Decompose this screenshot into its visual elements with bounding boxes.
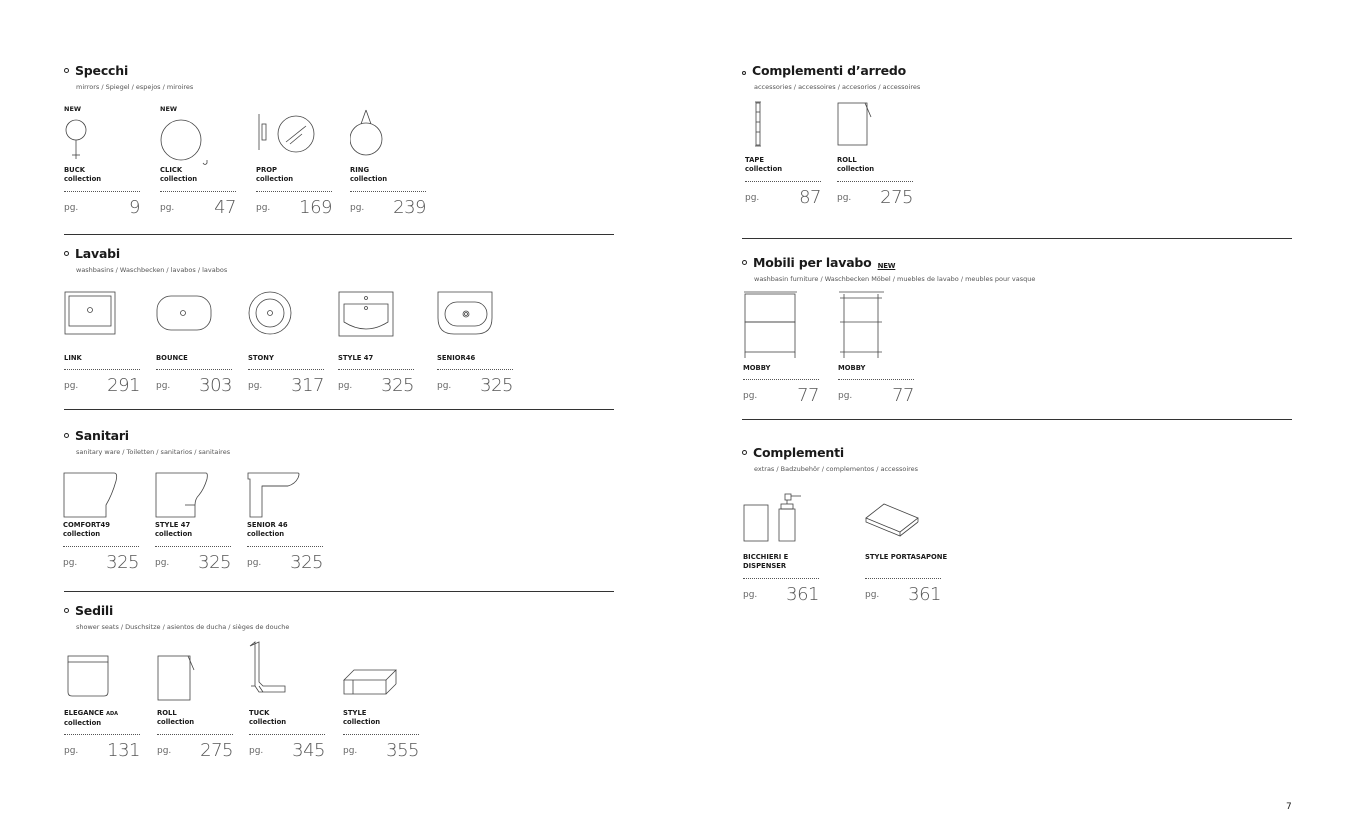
item-name	[343, 709, 435, 727]
page-number: 325	[381, 375, 414, 396]
dotted-divider	[865, 578, 941, 579]
dotted-divider	[745, 181, 821, 182]
catalog-item-link[interactable]	[64, 290, 144, 410]
section-subtitle: washbasins / Waschbecken / lavabos / lavabos	[76, 266, 228, 274]
section-title	[64, 246, 120, 261]
dotted-divider	[437, 369, 513, 370]
dotted-divider	[155, 546, 231, 547]
page-number: 303	[199, 375, 232, 396]
style-seat-icon	[343, 652, 423, 704]
item-name-text: TUCK	[249, 709, 270, 717]
section-title-text: Sanitari	[75, 428, 129, 443]
dotted-divider	[350, 191, 426, 192]
page-number: 361	[908, 584, 941, 605]
page-label: pg.	[63, 558, 78, 568]
new-badge: NEW	[64, 105, 82, 113]
senior46-toilet-icon	[247, 472, 327, 520]
catalog-item-buck[interactable]	[64, 105, 144, 225]
new-badge: NEW	[877, 262, 896, 270]
bullet-icon	[64, 251, 69, 256]
dotted-divider	[64, 369, 140, 370]
item-name	[338, 354, 430, 363]
page-label: pg.	[248, 381, 263, 391]
page-number: 9	[129, 197, 140, 218]
page-label: pg.	[256, 203, 271, 213]
item-name-text: STYLE	[343, 709, 367, 717]
item-name-text: MOBBY	[838, 364, 866, 372]
page-label: pg.	[64, 203, 79, 213]
page-number: 131	[107, 740, 140, 761]
item-name	[160, 166, 252, 184]
page-number: 239	[393, 197, 426, 218]
section-title-text: Lavabi	[75, 246, 121, 261]
item-collection: collection	[247, 530, 285, 538]
item-name-text: RING	[350, 166, 370, 174]
page-label: pg.	[64, 746, 79, 756]
style47-toilet-icon	[155, 472, 235, 520]
item-name	[64, 166, 156, 184]
section-subtitle: washbasin furniture / Waschbecken Möbel / muebles de lavabo / meubles pour vasque	[754, 275, 1036, 283]
roll-seat-icon	[157, 652, 237, 704]
item-name	[743, 553, 835, 571]
item-name-text: STYLE 47	[338, 354, 374, 362]
dotted-divider	[249, 734, 325, 735]
item-name-text: ROLL	[157, 709, 177, 717]
item-name-text: SENIOR 46	[247, 521, 288, 529]
catalog-item-bicchieri-dispenser[interactable]	[743, 490, 823, 610]
page-number: 169	[299, 197, 332, 218]
item-collection: collection	[64, 175, 102, 183]
page-label: pg.	[838, 391, 853, 401]
dotted-divider	[248, 369, 324, 370]
item-collection: collection	[157, 718, 195, 726]
dotted-divider	[160, 191, 236, 192]
item-name-text: CLICK	[160, 166, 183, 174]
style47-washbasin-icon	[338, 290, 418, 338]
page-label: pg.	[160, 203, 175, 213]
section-subtitle: accessories / accessoires / accesorios / accessoires	[754, 83, 921, 91]
click-mirror-icon	[160, 117, 240, 167]
section-divider	[742, 238, 1292, 239]
section-divider	[742, 419, 1292, 420]
dotted-divider	[64, 734, 140, 735]
page-label: pg.	[155, 558, 170, 568]
catalog-item-tape[interactable]	[745, 100, 825, 220]
dotted-divider	[743, 578, 819, 579]
dotted-divider	[156, 369, 232, 370]
page-label: pg.	[249, 746, 264, 756]
dotted-divider	[838, 379, 914, 380]
catalog-item-click[interactable]	[160, 105, 240, 225]
item-name	[350, 166, 442, 184]
item-name	[743, 364, 835, 373]
soap-dish-icon	[865, 490, 945, 546]
page-label: pg.	[157, 746, 172, 756]
page-label: pg.	[837, 193, 852, 203]
catalog-item-style47-toilet[interactable]	[155, 472, 235, 592]
item-name	[437, 354, 529, 363]
section-title	[742, 63, 906, 78]
dotted-divider	[338, 369, 414, 370]
section-subtitle: extras / Badzubehör / complementos / accessoires	[754, 465, 919, 473]
item-name	[157, 709, 249, 727]
item-name-text: BUCK	[64, 166, 85, 174]
item-name	[247, 521, 339, 539]
page-label: pg.	[247, 558, 262, 568]
tuck-seat-icon	[249, 640, 329, 700]
bullet-icon	[64, 68, 69, 73]
page-label: pg.	[343, 746, 358, 756]
item-collection: collection	[350, 175, 388, 183]
catalog-item-comfort49[interactable]	[63, 472, 143, 592]
link-washbasin-icon	[64, 290, 144, 338]
comfort49-toilet-icon	[63, 472, 143, 520]
dotted-divider	[343, 734, 419, 735]
section-title	[64, 603, 113, 618]
catalog-item-senior46-toilet[interactable]	[247, 472, 327, 592]
item-name-text: ROLL	[837, 156, 857, 164]
catalog-item-ring[interactable]	[350, 105, 430, 225]
item-collection: collection	[256, 175, 294, 183]
item-name	[156, 354, 248, 363]
item-name	[838, 364, 930, 373]
section-subtitle: shower seats / Duschsitze / asientos de ducha / sièges de douche	[76, 623, 290, 631]
section-title-text: Complementi	[753, 445, 844, 460]
bullet-icon	[742, 450, 747, 455]
dotted-divider	[63, 546, 139, 547]
prop-mirror-icon	[256, 110, 336, 162]
page-number: 87	[799, 187, 821, 208]
page-label: pg.	[338, 381, 353, 391]
page-label: pg.	[156, 381, 171, 391]
catalog-item-style47-washbasin[interactable]	[338, 290, 418, 410]
catalog-item-prop[interactable]	[256, 105, 336, 225]
section-title-text: Sedili	[75, 603, 114, 618]
item-name	[256, 166, 348, 184]
mobby-shelf-icon	[838, 290, 918, 362]
item-name	[64, 709, 156, 728]
page-label: pg.	[865, 590, 880, 600]
item-collection: collection	[155, 530, 193, 538]
ring-mirror-icon	[350, 108, 430, 158]
item-name-text: STYLE PORTASAPONE	[865, 553, 948, 561]
catalog-item-roll-accessory[interactable]	[837, 100, 917, 220]
page-number: 47	[214, 197, 236, 218]
bullet-icon	[64, 608, 69, 613]
bullet-icon	[742, 71, 746, 75]
bullet-icon	[742, 260, 747, 265]
page-label: pg.	[745, 193, 760, 203]
bullet-icon	[64, 433, 69, 438]
page-number: 345	[292, 740, 325, 761]
catalog-item-elegance[interactable]	[64, 652, 144, 772]
item-name	[64, 354, 156, 363]
dotted-divider	[743, 379, 819, 380]
item-collection: collection	[343, 718, 381, 726]
item-collection: collection	[837, 165, 875, 173]
new-badge: NEW	[160, 105, 178, 113]
page-number: 77	[797, 385, 819, 406]
page-number: 291	[107, 375, 140, 396]
stony-washbasin-icon	[248, 290, 328, 338]
roll-accessory-icon	[837, 100, 917, 150]
page-footer-number: 7	[1286, 802, 1292, 812]
elegance-seat-icon	[64, 652, 144, 704]
page-label: pg.	[437, 381, 452, 391]
catalog-item-bounce[interactable]	[156, 290, 236, 410]
item-name-text: BOUNCE	[156, 354, 188, 362]
catalog-item-stony[interactable]	[248, 290, 328, 410]
page-number: 325	[198, 552, 231, 573]
item-name	[865, 553, 957, 562]
page-label: pg.	[64, 381, 79, 391]
section-subtitle: sanitary ware / Toiletten / sanitarios / sanitaires	[76, 448, 231, 456]
page-label: pg.	[743, 590, 758, 600]
section-title	[742, 255, 895, 270]
mobby-cabinet-icon	[743, 290, 823, 362]
page-number: 275	[880, 187, 913, 208]
item-collection: collection	[63, 530, 101, 538]
item-name-text: BICCHIERI E	[743, 553, 789, 561]
dotted-divider	[247, 546, 323, 547]
item-name-text: TAPE	[745, 156, 764, 164]
item-name-text: COMFORT49	[63, 521, 110, 529]
section-title	[64, 428, 129, 443]
item-name	[249, 709, 341, 727]
page-number: 355	[386, 740, 419, 761]
page-number: 317	[291, 375, 324, 396]
section-subtitle: mirrors / Spiegel / espejos / miroires	[76, 83, 194, 91]
page-number: 325	[480, 375, 513, 396]
catalog-item-tuck[interactable]	[249, 640, 329, 760]
section-divider	[64, 409, 614, 410]
page-number: 325	[290, 552, 323, 573]
page-label: pg.	[350, 203, 365, 213]
glass-dispenser-icon	[743, 490, 823, 546]
item-name	[837, 156, 929, 174]
item-name-text: SENIOR46	[437, 354, 476, 362]
ada-tag: ADA	[106, 711, 119, 717]
item-collection: collection	[249, 718, 287, 726]
section-title-text: Specchi	[75, 63, 129, 78]
section-title	[742, 445, 844, 460]
dotted-divider	[837, 181, 913, 182]
catalog-item-senior46-washbasin[interactable]	[437, 290, 517, 410]
item-name	[155, 521, 247, 539]
section-divider	[64, 234, 614, 235]
page-label: pg.	[743, 391, 758, 401]
item-name-text: STYLE 47	[155, 521, 191, 529]
section-divider	[64, 591, 614, 592]
senior46-washbasin-icon	[437, 290, 517, 338]
item-name-text: PROP	[256, 166, 277, 174]
catalog-item-mobby-1[interactable]	[743, 290, 823, 410]
dotted-divider	[256, 191, 332, 192]
dotted-divider	[157, 734, 233, 735]
item-name-text: LINK	[64, 354, 82, 362]
tape-accessory-icon	[745, 100, 825, 150]
item-name-text: STONY	[248, 354, 274, 362]
catalog-item-style-seat[interactable]	[343, 652, 423, 772]
page-number: 325	[106, 552, 139, 573]
page-number: 77	[892, 385, 914, 406]
section-title-text: Complementi d’arredo	[752, 63, 906, 78]
catalog-item-mobby-2[interactable]	[838, 290, 918, 410]
section-title	[64, 63, 128, 78]
catalog-item-roll-seat[interactable]	[157, 652, 237, 772]
item-collection: collection	[64, 719, 102, 727]
page-number: 275	[200, 740, 233, 761]
bounce-washbasin-icon	[156, 290, 236, 338]
item-name	[63, 521, 155, 539]
item-collection: collection	[160, 175, 198, 183]
item-name-text: MOBBY	[743, 364, 771, 372]
item-name	[745, 156, 837, 174]
item-collection: collection	[745, 165, 783, 173]
dotted-divider	[64, 191, 140, 192]
buck-mirror-icon	[64, 115, 144, 163]
section-title-text: Mobili per lavabo	[753, 255, 872, 270]
catalog-item-style-portasapone[interactable]	[865, 490, 948, 610]
page-number: 361	[786, 584, 819, 605]
item-name	[248, 354, 340, 363]
item-collection: DISPENSER	[743, 562, 787, 570]
item-name-text: ELEGANCE	[64, 709, 104, 717]
